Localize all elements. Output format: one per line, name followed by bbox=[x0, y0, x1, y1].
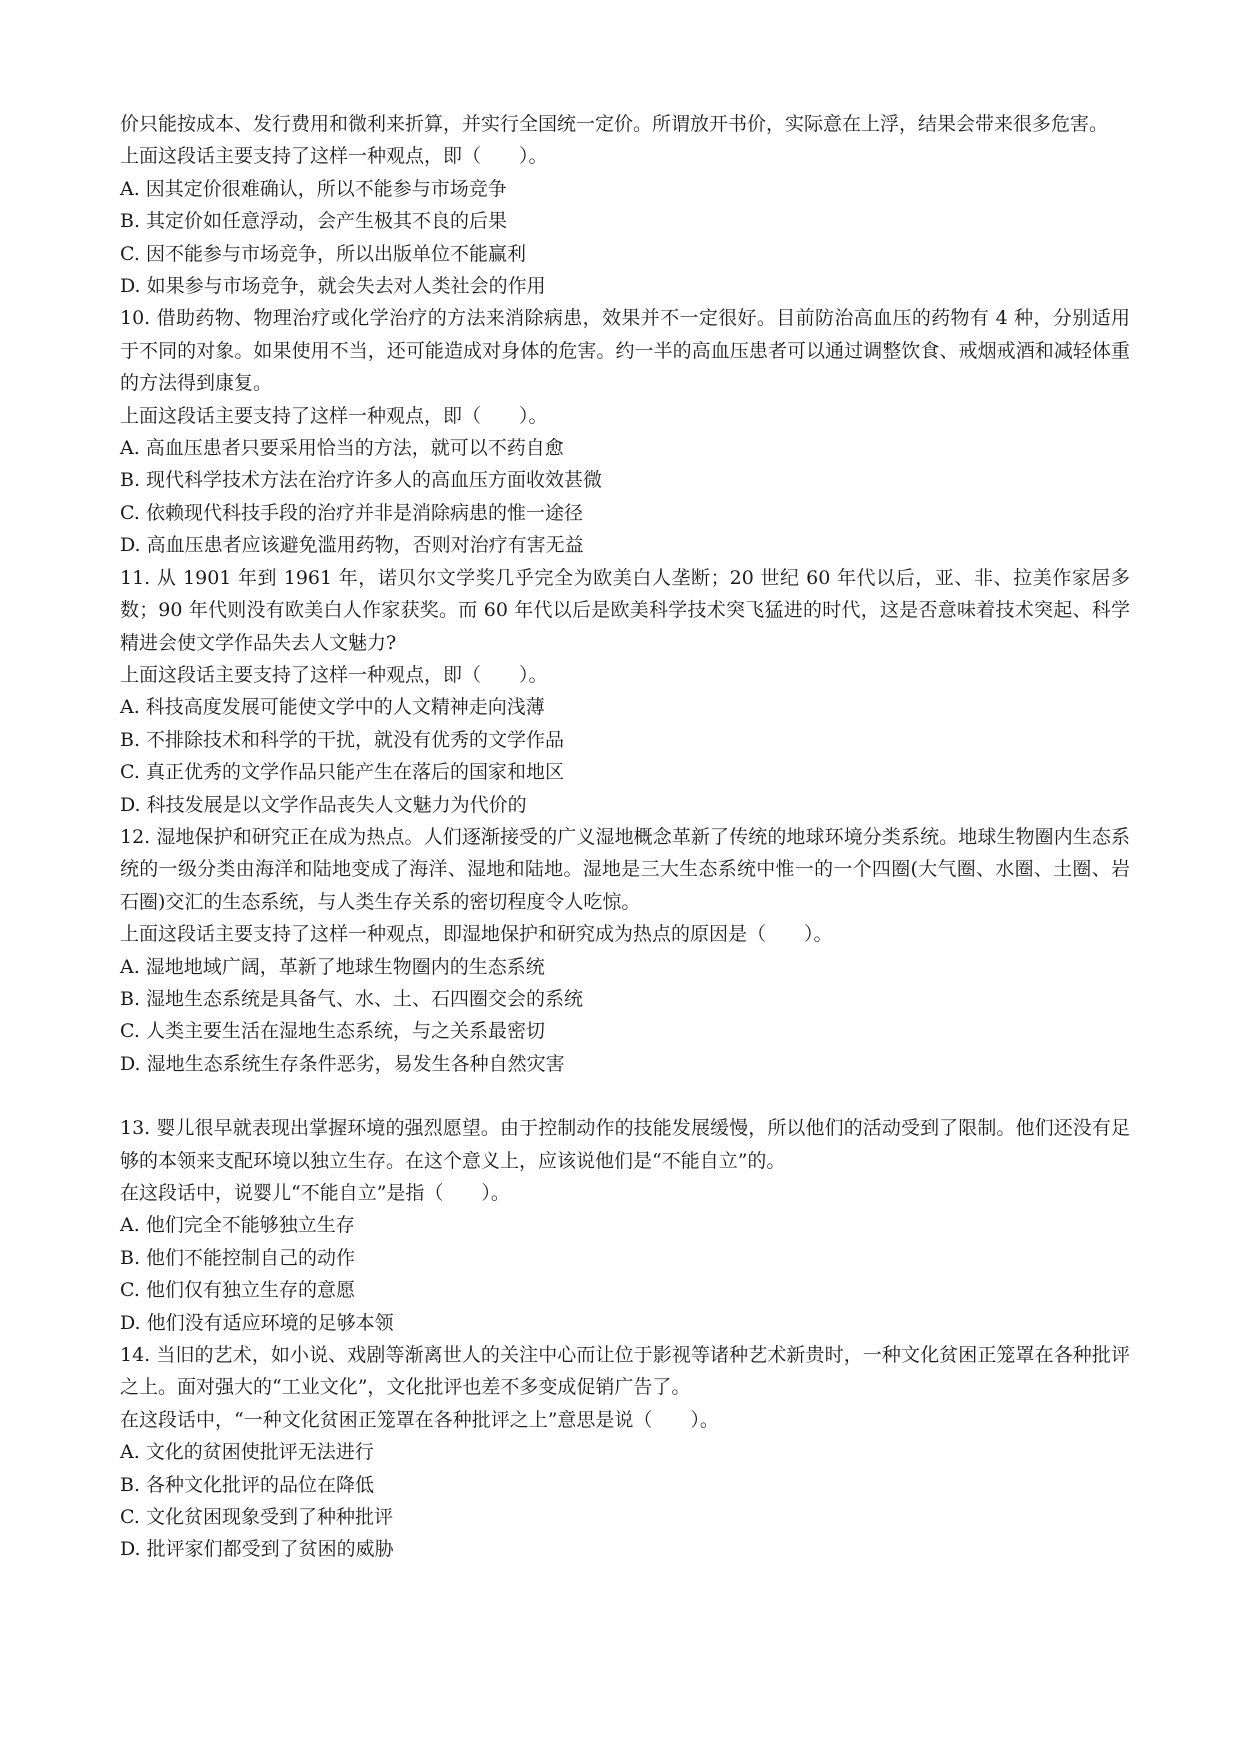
option-a: A. 湿地地域广阔，革新了地球生物圈内的生态系统 bbox=[120, 955, 545, 978]
question-prompt: 上面这段话主要支持了这样一种观点，即（ ）。 bbox=[120, 404, 548, 427]
option-a: A. 高血压患者只要采用恰当的方法，就可以不药自愈 bbox=[120, 437, 564, 460]
option-a: A. 文化的贫困使批评无法进行 bbox=[120, 1441, 374, 1464]
question-12 bbox=[120, 821, 1130, 1080]
option-d: D. 高血压患者应该避免滥用药物，否则对治疗有害无益 bbox=[120, 534, 584, 557]
option-a: A. 因其定价很难确认，所以不能参与市场竞争 bbox=[120, 177, 507, 200]
option-b: B. 其定价如任意浮动，会产生极其不良的后果 bbox=[120, 210, 508, 233]
option-b: B. 不排除技术和科学的干扰，就没有优秀的文学作品 bbox=[120, 728, 565, 751]
option-c: C. 他们仅有独立生存的意愿 bbox=[120, 1279, 355, 1302]
question-10 bbox=[120, 302, 1130, 561]
question-prompt: 在这段话中，“一种文化贫困正笼罩在各种批评之上”意思是说（ ）。 bbox=[120, 1408, 719, 1431]
option-d: D. 批评家们都受到了贫困的威胁 bbox=[120, 1538, 394, 1561]
question-14 bbox=[120, 1339, 1130, 1566]
question-stem: 10. 借助药物、物理治疗或化学治疗的方法来消除病患，效果并不一定很好。目前防治高血压的药物有 4 种，分别适用于不同的对象。如果使用不当，还可能造成对身体的危害。约一半的高血压患者可以通过调整饮食、戒烟戒酒和减轻体重的方法得到康复。 bbox=[120, 307, 1130, 395]
question-stem: 11. 从 1901 年到 1961 年，诺贝尔文学奖几乎完全为欧美白人垄断；20 世纪 60 年代以后，亚、非、拉美作家居多数；90 年代则没有欧美白人作家获奖。而 60 年代以后是欧美科学技术突飞猛进的时代，这是否意味着技术突起、科学精进会使文学作品失去人文魅力? bbox=[120, 566, 1130, 654]
option-c: C. 真正优秀的文学作品只能产生在落后的国家和地区 bbox=[120, 761, 564, 784]
question-stem: 14. 当旧的艺术，如小说、戏剧等渐离世人的关注中心而让位于影视等诸种艺术新贵时，一种文化贫困正笼罩在各种批评之上。面对强大的“工业文化”，文化批评也差不多变成促销广告了。 bbox=[120, 1344, 1130, 1399]
question-stem: 价只能按成本、发行费用和微利来折算，并实行全国统一定价。所谓放开书价，实际意在上浮，结果会带来很多危害。 bbox=[120, 113, 1109, 135]
option-d: D. 如果参与市场竞争，就会失去对人类社会的作用 bbox=[120, 275, 546, 298]
question-prompt: 在这段话中，说婴儿“不能自立”是指（ ）。 bbox=[120, 1182, 510, 1204]
question-prompt: 上面这段话主要支持了这样一种观点，即湿地保护和研究成为热点的原因是（ ）。 bbox=[120, 923, 833, 946]
option-b: B. 湿地生态系统是具备气、水、土、石四圈交会的系统 bbox=[120, 987, 584, 1010]
option-b: B. 他们不能控制自己的动作 bbox=[120, 1246, 356, 1269]
option-b: B. 各种文化批评的品位在降低 bbox=[120, 1473, 375, 1496]
option-a: A. 科技高度发展可能使文学中的人文精神走向浅薄 bbox=[120, 696, 545, 719]
blank-line bbox=[120, 1080, 1130, 1112]
option-a: A. 他们完全不能够独立生存 bbox=[120, 1214, 355, 1237]
question-stem: 13. 婴儿很早就表现出掌握环境的强烈愿望。由于控制动作的技能发展缓慢，所以他们的活动受到了限制。他们还没有足够的本领来支配环境以独立生存。在这个意义上，应该说他们是“不能自立”的。 bbox=[120, 1117, 1130, 1172]
option-d: D. 科技发展是以文学作品丧失人文魅力为代价的 bbox=[120, 793, 527, 816]
option-c: C. 人类主要生活在湿地生态系统，与之关系最密切 bbox=[120, 1020, 545, 1043]
question-stem: 12. 湿地保护和研究正在成为热点。人们逐渐接受的广义湿地概念革新了传统的地球环境分类系统。地球生物圈内生态系统的一级分类由海洋和陆地变成了海洋、湿地和陆地。湿地是三大生态系统中惟一的一个四圈(大气圈、水圈、土圈、岩石圈)交汇的生态系统，与人类生存关系的密切程度令人吃惊。 bbox=[120, 825, 1130, 913]
question-prompt: 上面这段话主要支持了这样一种观点，即（ ）。 bbox=[120, 145, 548, 168]
question-13 bbox=[120, 1112, 1130, 1339]
question-prompt: 上面这段话主要支持了这样一种观点，即（ ）。 bbox=[120, 663, 548, 686]
document-page bbox=[120, 108, 1130, 1566]
question-11 bbox=[120, 562, 1130, 821]
option-c: C. 依赖现代科技手段的治疗并非是消除病患的惟一途径 bbox=[120, 501, 583, 524]
option-b: B. 现代科学技术方法在治疗许多人的高血压方面收效甚微 bbox=[120, 469, 603, 492]
question-9 bbox=[120, 108, 1130, 302]
option-d: D. 湿地生态系统生存条件恶劣，易发生各种自然灾害 bbox=[120, 1052, 565, 1075]
option-c: C. 文化贫困现象受到了种种批评 bbox=[120, 1506, 393, 1529]
option-c: C. 因不能参与市场竞争，所以出版单位不能赢利 bbox=[120, 242, 526, 265]
option-d: D. 他们没有适应环境的足够本领 bbox=[120, 1311, 394, 1334]
